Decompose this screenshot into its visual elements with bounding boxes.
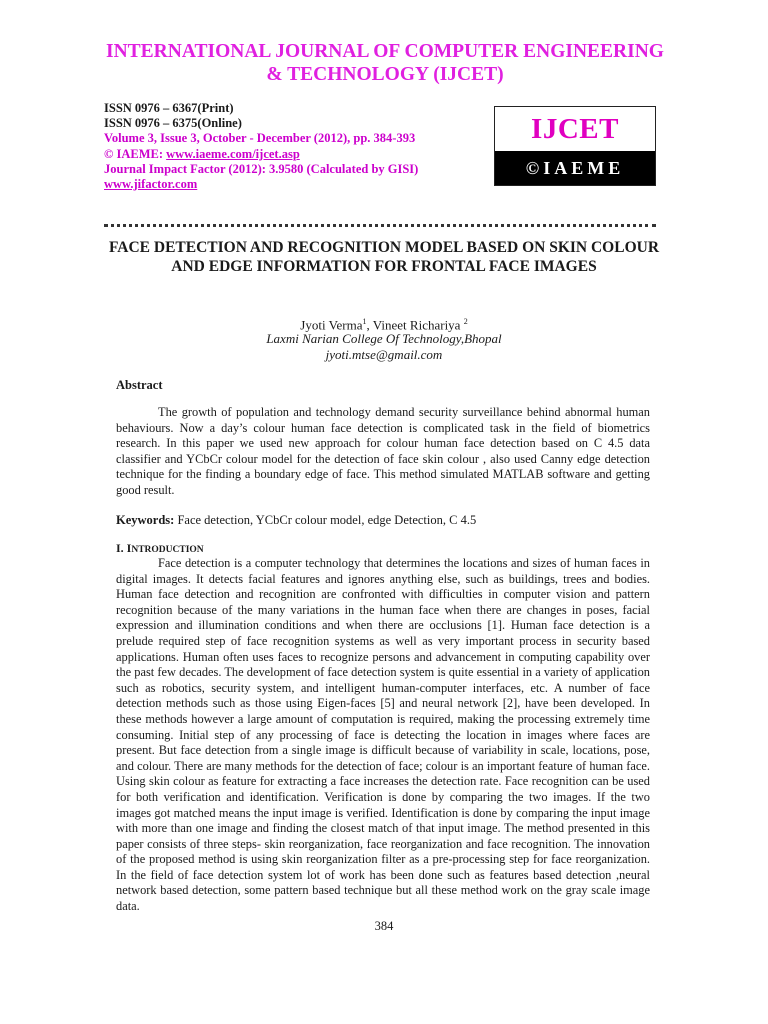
journal-title-line-2: & TECHNOLOGY (IJCET) <box>266 64 504 85</box>
paper-title: FACE DETECTION AND RECOGNITION MODEL BASED ON SKIN COLOUR AND EDGE INFORMATION FOR FRONTAL FACE IMAGES <box>108 239 660 275</box>
iaeme-line <box>104 147 484 162</box>
logo-footer: ©IAEME <box>495 151 655 185</box>
journal-title <box>60 40 710 86</box>
journal-info-block <box>104 101 484 192</box>
jif-link[interactable]: www.jifactor.com <box>104 177 198 192</box>
author-2: Vineet Richariya <box>372 317 464 333</box>
issn-print: ISSN 0976 – 6367(Print) <box>104 101 234 115</box>
page-number: 384 <box>374 919 394 933</box>
introduction-text: Face detection is a computer technology that determines the locations and sizes of human faces in digital images. It detects facial features and ignores anything else, such as buildings, trees and bodies. Human face detection and recognition are confronted with difficulties in computer vision and pattern recognition because of the many variations in the human face when there are changes in poses, facial expression and illumination conditions and when there are occlusions [1]. Human face detection is a prelude required step of face recognition systems as well as very important process in security based applications. Human often uses faces to recognize persons and advancement in computing capability over the past few decades. The development of face detection system is quite essential in a variety of application such as robotics, security system, and intelligent human-computer interfaces, etc. A number of face detection methods such as those using Eigen-faces [5] and neural network [2], have been developed. In these methods however a large amount of computation is required, making the processing extremely time consuming. Initial step of any processing of face is detecting the location in images where faces are present. But face detection from a single image is difficult because of variability in scale, locations, pose, and colour. There are many methods for the detection of face; colour is an important feature of human face. Using skin colour as feature for extracting a face increases the detection rate. Face recognition can be used for both verification and identification. Verification is done by comparing the two images. If the two images got matched means the input image is verified. Identification is done by comparing the input image with more than one image and finding the closest match of that input image. The method presented in this paper consists of three steps- skin reorganization, face reorganization and face recognition. The innovation of the proposed method is using skin reorganization filter as a pre-processing step for face reorganization. In the field of face detection system lot of work has been done such as features based detection ,neural network based detection, some pattern based technique but all these method work on the gray scale image data. <box>116 556 650 914</box>
impact-factor: Journal Impact Factor (2012): 3.9580 (Calculated by GISI) <box>104 161 419 176</box>
abstract-heading: Abstract <box>116 378 163 392</box>
author-2-sup: 2 <box>463 317 468 326</box>
intro-heading-rest: NTRODUCTION <box>131 545 204 555</box>
keywords-line <box>116 513 650 529</box>
author-1: Jyoti Verma <box>300 317 363 333</box>
dotted-divider <box>104 224 656 227</box>
abstract-text: The growth of population and technology demand security surveillance behind abnormal human behaviours. Now a day’s colour human face detection is complicated task in the field of biometrics research. In this paper we used new approach for colour human face detection based on C 4.5 data classifier and YCbCr colour model for the detection of face skin colour , also used Canny edge detection technique for the finding a boundary edge of face. This method simulated MATLAB software and getting good result. <box>116 405 650 497</box>
journal-title-line-1: INTERNATIONAL JOURNAL OF COMPUTER ENGINEERING <box>106 41 664 62</box>
logo-title: IJCET <box>531 112 619 145</box>
author-email: jyoti.mtse@gmail.com <box>325 347 443 362</box>
iaeme-link[interactable]: www.iaeme.com/ijcet.asp <box>166 146 300 161</box>
volume-info: Volume 3, Issue 3, October - December (2012), pp. 384-393 <box>104 131 416 146</box>
intro-heading-num: I. I <box>116 541 132 555</box>
author-1-sup: 1 <box>362 317 367 326</box>
issn-online: ISSN 0976 – 6375(Online) <box>104 116 242 131</box>
introduction-heading <box>116 541 204 556</box>
iaeme-prefix: © IAEME: <box>104 146 167 161</box>
ijcet-logo <box>494 106 656 186</box>
affiliation: Laxmi Narian College Of Technology,Bhopal <box>266 331 502 346</box>
keywords-label: Keywords: <box>116 513 175 527</box>
author-separator: , <box>366 317 373 333</box>
keywords-text: Face detection, YCbCr colour model, edge Detection, C 4.5 <box>174 513 477 527</box>
jif-line <box>104 177 484 192</box>
